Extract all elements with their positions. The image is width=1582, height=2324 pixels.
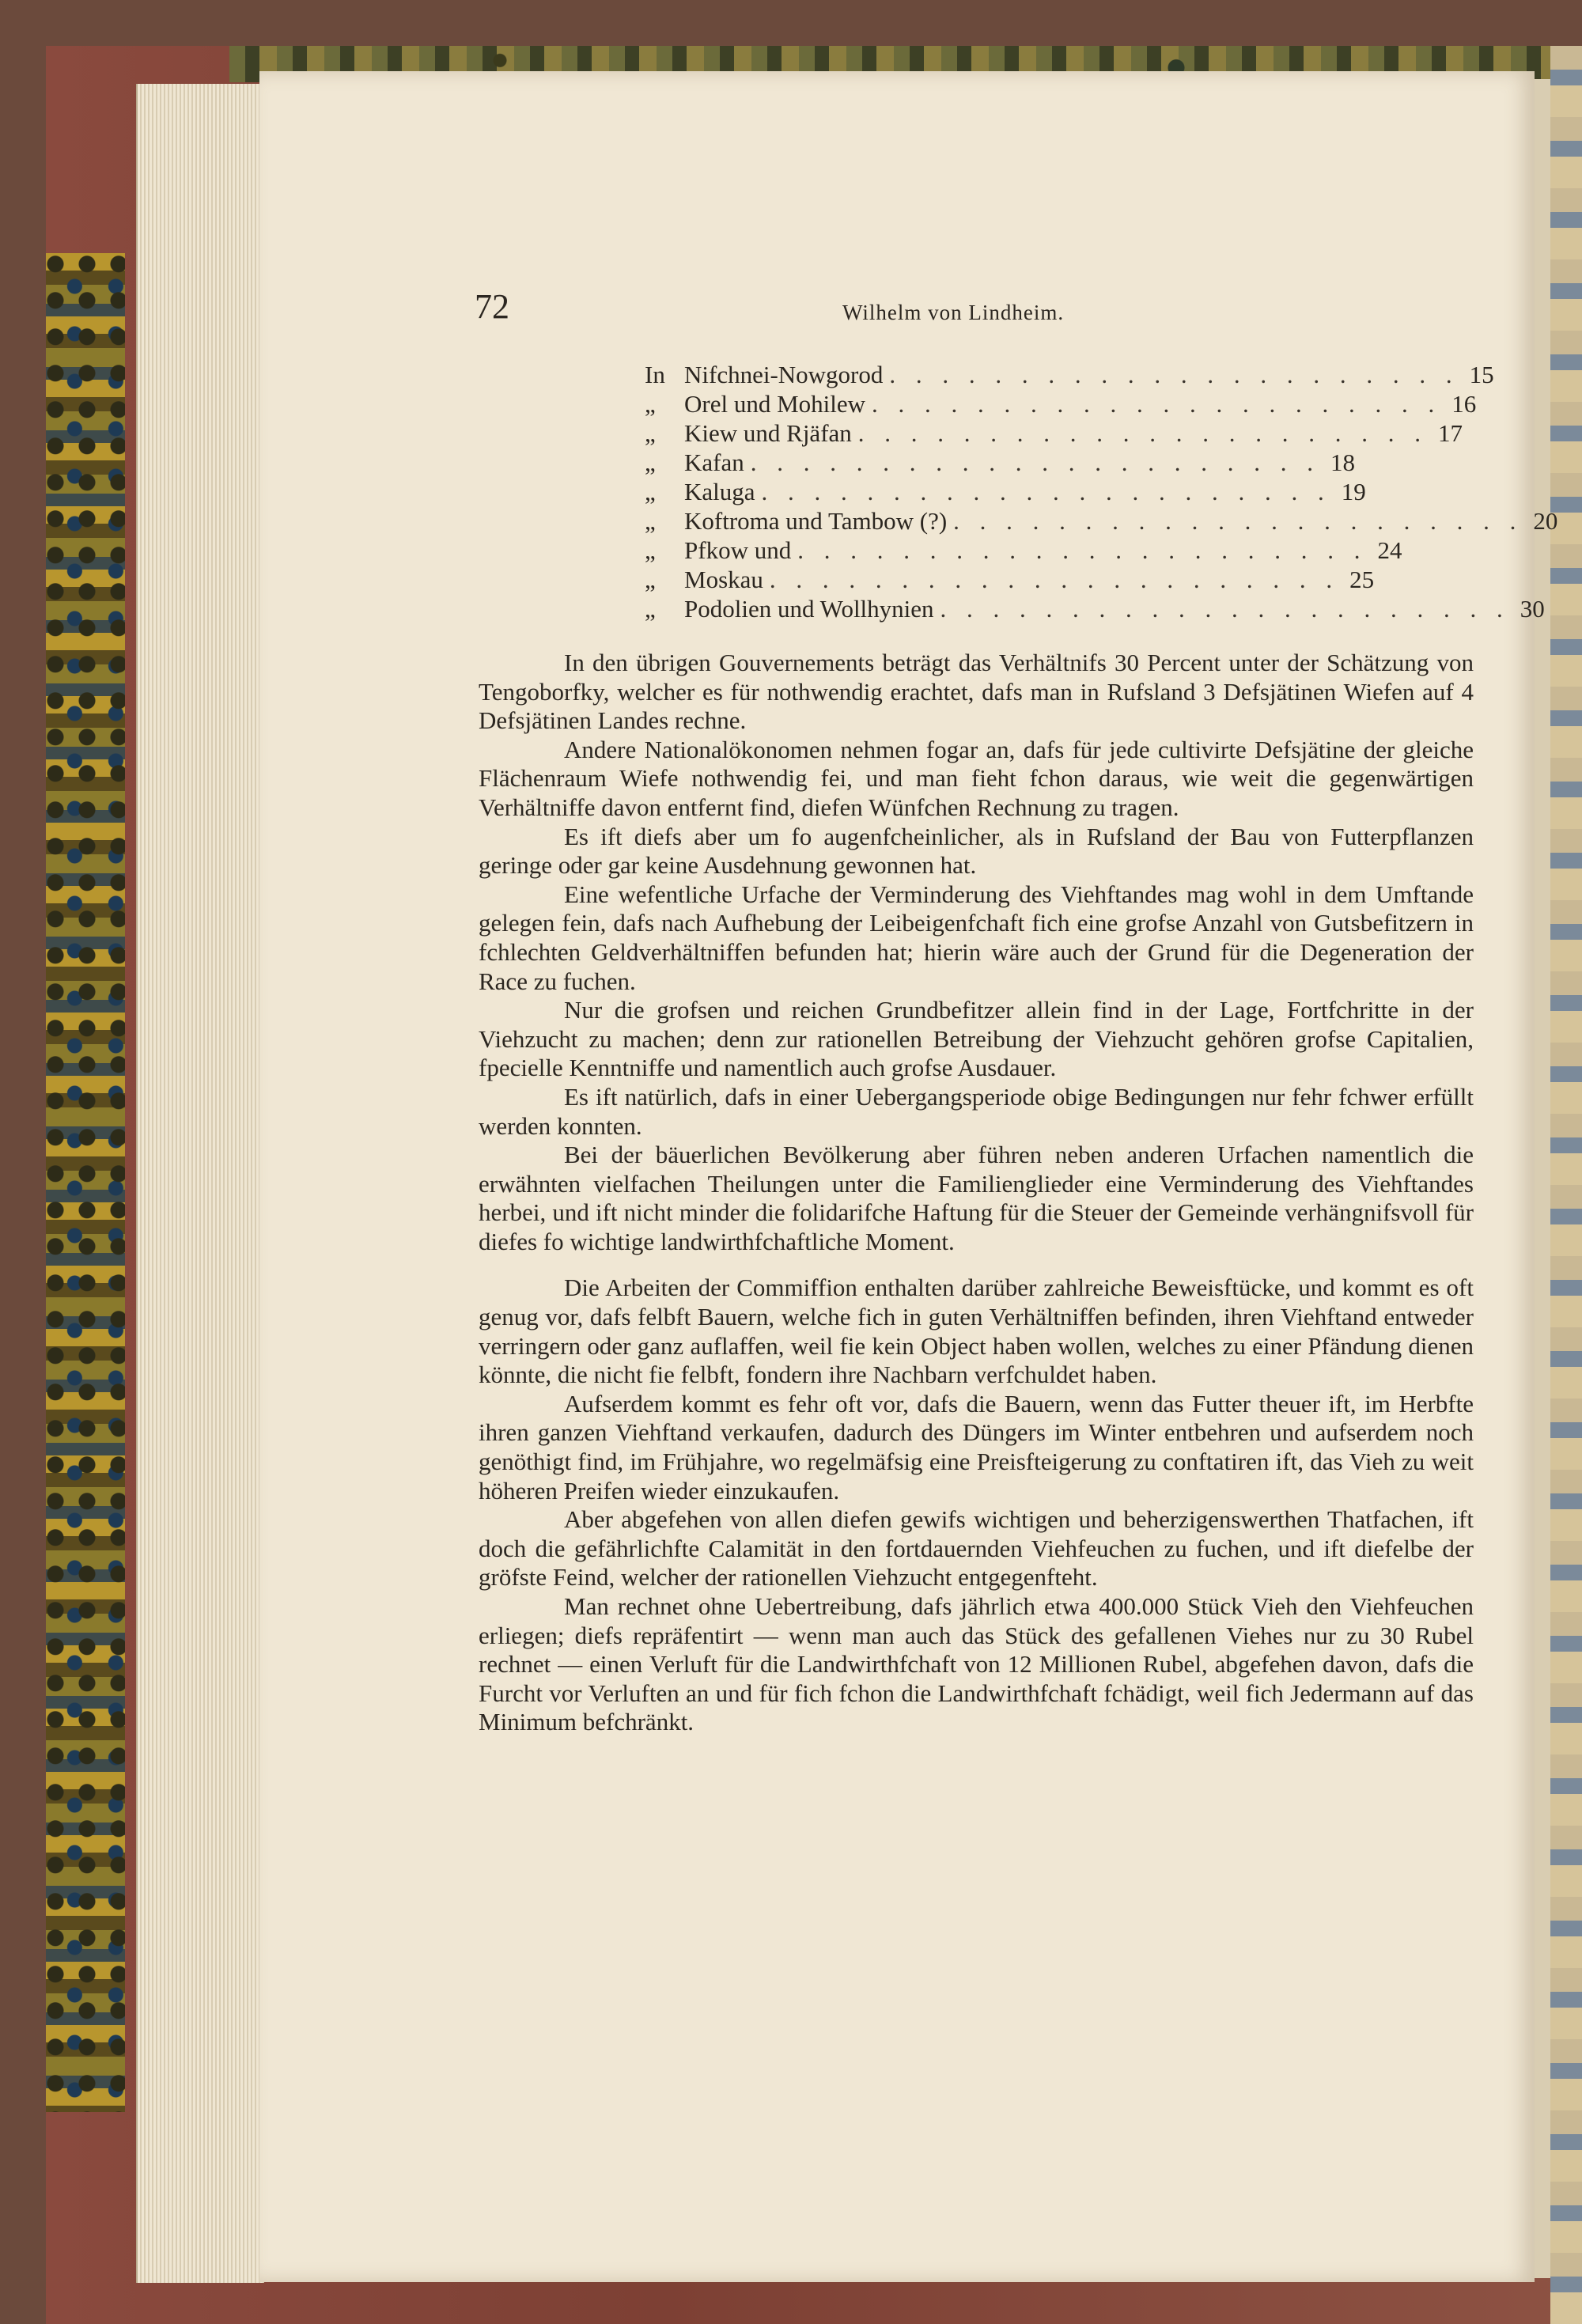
list-name: Orel und Mohilew	[684, 390, 866, 418]
list-prefix: „	[645, 507, 656, 535]
running-head: Wilhelm von Lindheim.	[842, 301, 1065, 324]
list-item	[645, 565, 1375, 594]
paragraph: Eine wefentliche Urfache der Verminderung des Viehftandes mag wohl in dem Umftande gelegen fein, dafs nach Aufhebung der Leibeigenfchaft fich eine grofse Anzahl von Gutsbefitzern in fchlechten Geldverhältniffen befunden hat; hierin wäre auch der Grund für die Degeneration der Race zu fuchen.	[479, 880, 1474, 995]
list-item	[645, 477, 1366, 506]
list-prefix: „	[645, 536, 656, 564]
leader-dots: . . . . . . . . . . . . . . . . . . . . . .	[761, 478, 1331, 505]
page-gutter	[1535, 79, 1550, 2278]
list-item	[645, 448, 1355, 477]
list-prefix: „	[645, 390, 656, 418]
list-prefix: In	[645, 361, 665, 388]
list-value: 30	[1520, 595, 1545, 623]
list-value: 15	[1469, 361, 1494, 388]
paragraph: Nur die grofsen und reichen Grundbefitzer allein find in der Lage, Fortfchritte in der Viehzucht zu machen; denn zur rationellen Betreibung der Viehzucht gehören grofse Capitalien, fpecielle Kenntniffe und namentlich auch grofse Ausdauer.	[479, 996, 1474, 1082]
list-name: Kaluga	[684, 478, 755, 505]
list-value: 17	[1438, 419, 1463, 447]
list-item	[645, 418, 1463, 448]
leader-dots: . . . . . . . . . . . . . . . . . . . . . .	[797, 536, 1368, 564]
paragraph: Man rechnet ohne Uebertreibung, dafs jährlich etwa 400.000 Stück Vieh den Viehfeuchen erliegen; diefs repräfentirt — wenn man auch das Stück des gefallenen Viehes nur zu 30 Rubel rechnet — einen Verluft für die Landwirthfchaft von 12 Millionen Rubel, abgefehen davon, dafs die Furcht vor Verluften an und für fich fchon die Landwirthfchaft fchädigt, weil fich Jedermann auf das Minimum befchränkt.	[479, 1592, 1474, 1736]
paragraph: Es ift natürlich, dafs in einer Uebergangsperiode obige Bedingungen nur fehr fchwer erfüllt werden konnten.	[479, 1082, 1474, 1140]
paragraph: Es ift diefs aber um fo augenfcheinlicher, als in Rufsland der Bau von Futterpflanzen geringe oder gar keine Ausdehnung gewonnen hat.	[479, 822, 1474, 880]
list-name: Kiew und Rjäfan	[684, 419, 852, 447]
list-item	[645, 360, 1494, 389]
page-edges	[136, 84, 264, 2283]
page-number: 72	[475, 287, 509, 326]
gouvernement-list	[645, 360, 1558, 623]
leader-dots: . . . . . . . . . . . . . . . . . . . . . .	[872, 390, 1442, 418]
list-name: Kafan	[684, 449, 744, 476]
paragraph: Bei der bäuerlichen Bevölkerung aber führen neben anderen Urfachen namentlich die erwähnten vielfachen Theilungen unter die Familienglieder eine Verminderung des Viehftandes herbei, und ift nicht minder die folidarifche Haftung für die Steuer der Gemeinde verhängnifsvoll für diefes fo wichtige landwirthfchaftliche Moment.	[479, 1141, 1474, 1255]
list-name: Pfkow und	[684, 536, 792, 564]
list-prefix: „	[645, 566, 656, 593]
list-name: Koftroma und Tambow (?)	[684, 507, 948, 535]
list-name: Podolien und Wollhynien	[684, 595, 934, 623]
paragraph: Andere Nationalökonomen nehmen fogar an, dafs für jede cultivirte Defsjätine der gleiche Flächenraum Wiefe nothwendig fei, und man fieht fchon daraus, wie weit die gegenwärtigen Verhältniffe davon entfernt find, diefen Wünfchen Rechnung zu tragen.	[479, 735, 1474, 821]
list-value: 20	[1533, 507, 1558, 535]
paragraph: In den übrigen Gouvernements beträgt das Verhältnifs 30 Percent unter der Schätzung von Tengoborfky, welcher es für nothwendig erachtet, dafs man in Rufsland 3 Defsjätinen Wiefen auf 4 Defsjätinen Landes rechne.	[479, 649, 1474, 735]
leader-dots: . . . . . . . . . . . . . . . . . . . . . .	[889, 361, 1459, 388]
list-prefix: „	[645, 449, 656, 476]
leader-dots: . . . . . . . . . . . . . . . . . . . . . .	[953, 507, 1523, 535]
marbled-board-right	[1550, 46, 1582, 2324]
paragraph: Aufserdem kommt es fehr oft vor, dafs die Bauern, wenn das Futter theuer ift, im Herbfte ihren ganzen Viehftand verkaufen, dadurch des Düngers im Winter entbehren und aufserdem noch genöthigt find, im Frühjahre, wo regelmäfsig eine Preisfteigerung zu conftatiren ift, das Vieh zu weit höheren Preifen wieder einzukaufen.	[479, 1389, 1474, 1505]
list-value: 24	[1377, 536, 1402, 564]
list-value: 25	[1349, 566, 1375, 593]
list-item	[645, 389, 1477, 418]
list-value: 16	[1451, 390, 1477, 418]
marbled-board-left	[46, 253, 125, 2112]
list-item	[645, 536, 1402, 565]
list-name: Nifchnei-Nowgorod	[684, 361, 884, 388]
list-item	[645, 594, 1545, 623]
paragraph: Aber abgefehen von allen diefen gewifs wichtigen und beherzigenswerthen Thatfachen, ift doch die gefährlichfte Calamität in den fortdauernden Viehfeuchen zu fuchen, und ift diefelbe der gröfste Feind, welcher der rationellen Viehzucht entgegenfteht.	[479, 1505, 1474, 1592]
list-value: 19	[1341, 478, 1366, 505]
body-text	[479, 649, 1474, 1737]
list-name: Moskau	[684, 566, 763, 593]
leader-dots: . . . . . . . . . . . . . . . . . . . . . .	[857, 419, 1429, 447]
list-value: 18	[1330, 449, 1355, 476]
leader-dots: . . . . . . . . . . . . . . . . . . . . . .	[769, 566, 1340, 593]
list-item	[645, 506, 1558, 536]
list-prefix: „	[645, 419, 656, 447]
list-prefix: „	[645, 595, 656, 623]
leader-dots: . . . . . . . . . . . . . . . . . . . . . .	[750, 449, 1320, 476]
list-prefix: „	[645, 478, 656, 505]
leader-dots: . . . . . . . . . . . . . . . . . . . . . .	[940, 595, 1510, 623]
paragraph: Die Arbeiten der Commiffion enthalten darüber zahlreiche Beweisftücke, und kommt es oft genug vor, dafs felbft Bauern, welche fich in guten Verhältniffen befinden, ihren Viehftand entweder verringern oder ganz auflaffen, weil fie kein Object haben wollen, welches zu einer Pfändung dienen könnte, die nicht fie felbft, fondern ihre Nachbarn verfchuldet haben.	[479, 1274, 1474, 1389]
